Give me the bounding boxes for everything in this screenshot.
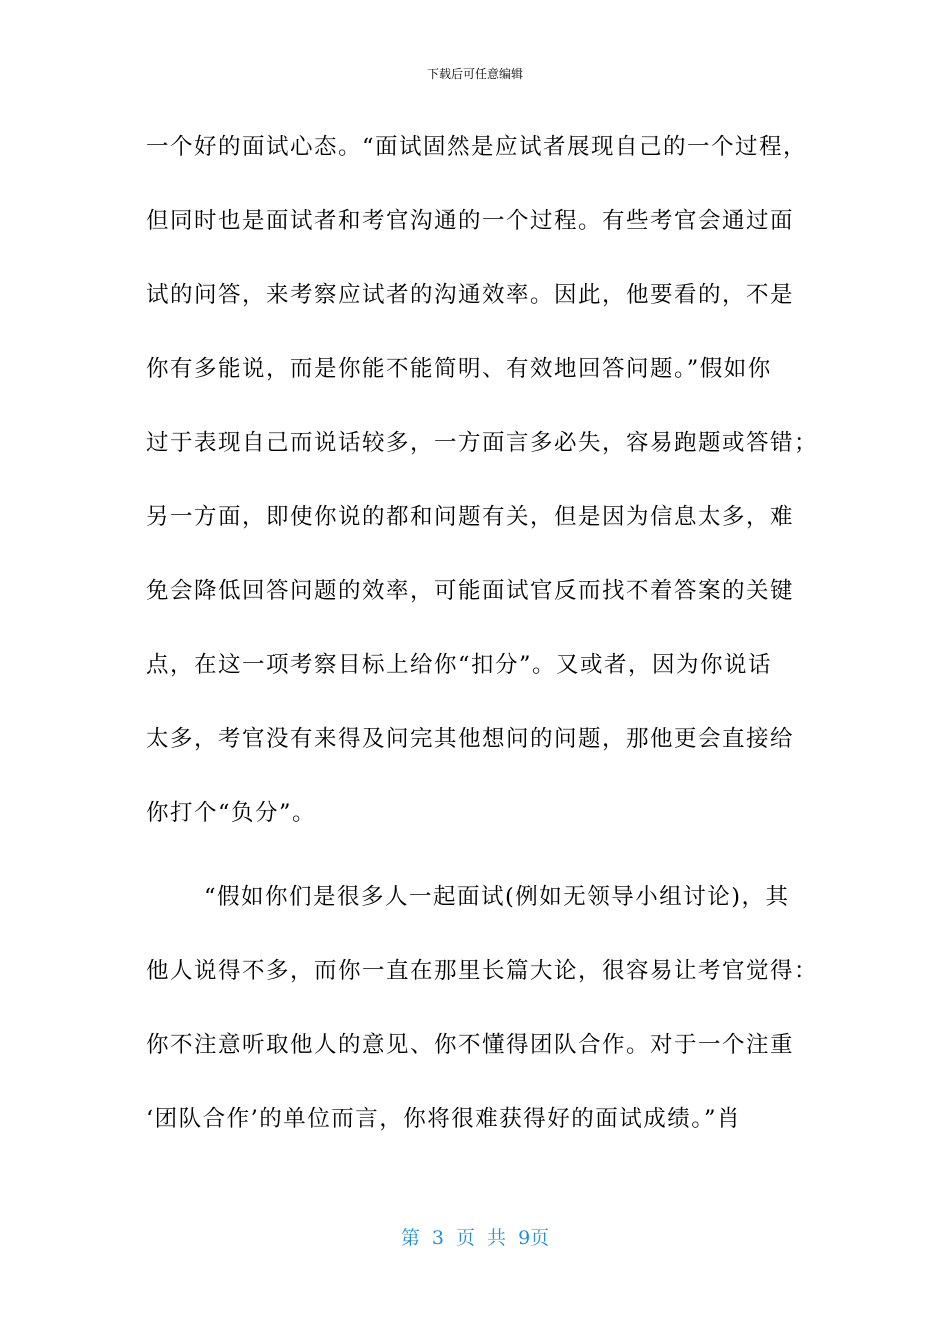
paragraph-spacer [146, 860, 806, 870]
paragraph-line: 试的问答，来考察应试者的沟通效率。因此，他要看的，不是 [146, 282, 795, 308]
paragraph-line: 免会降低回答问题的效率，可能面试官反而找不着答案的关键 [146, 578, 795, 604]
paragraph-line: 另一方面，即使你说的都和问题有关，但是因为信息太多，难 [146, 504, 795, 530]
paragraph-line: 你有多能说，而是你能不能简明、有效地回答问题。”假如你 [146, 356, 772, 382]
paragraph-line: ‘团队合作’的单位而言，你将很难获得好的面试成绩。”肖 [146, 1106, 742, 1132]
page-number-footer: 第 3 页 共 9页 [400, 1227, 550, 1249]
paragraph-line: 一个好的面试心态。“面试固然是应试者展现自己的一个过程， [146, 134, 808, 160]
paragraph-line: 你不注意听取他人的意见、你不懂得团队合作。对于一个注重 [146, 1032, 795, 1058]
paragraph-line: 但同时也是面试者和考官沟通的一个过程。有些考官会通过面 [146, 208, 795, 234]
paragraph-line: “假如你们是很多人一起面试(例如无领导小组讨论)，其 [204, 884, 790, 910]
paragraph-line: 点，在这一项考察目标上给你“扣分”。又或者，因为你说话 [146, 652, 773, 678]
paragraph-line: 他人说得不多，而你一直在那里长篇大论，很容易让考官觉得： [146, 958, 819, 984]
paragraph-line: 你打个“负分”。 [146, 800, 317, 826]
page-header: 下载后可任意编辑 [426, 67, 523, 81]
document-body [146, 120, 819, 1166]
paragraph-line: 过于表现自己而说话较多，一方面言多必失，容易跑题或答错； [146, 430, 819, 456]
paragraph-line: 太多，考官没有来得及问完其他想问的问题，那他更会直接给 [146, 726, 795, 752]
